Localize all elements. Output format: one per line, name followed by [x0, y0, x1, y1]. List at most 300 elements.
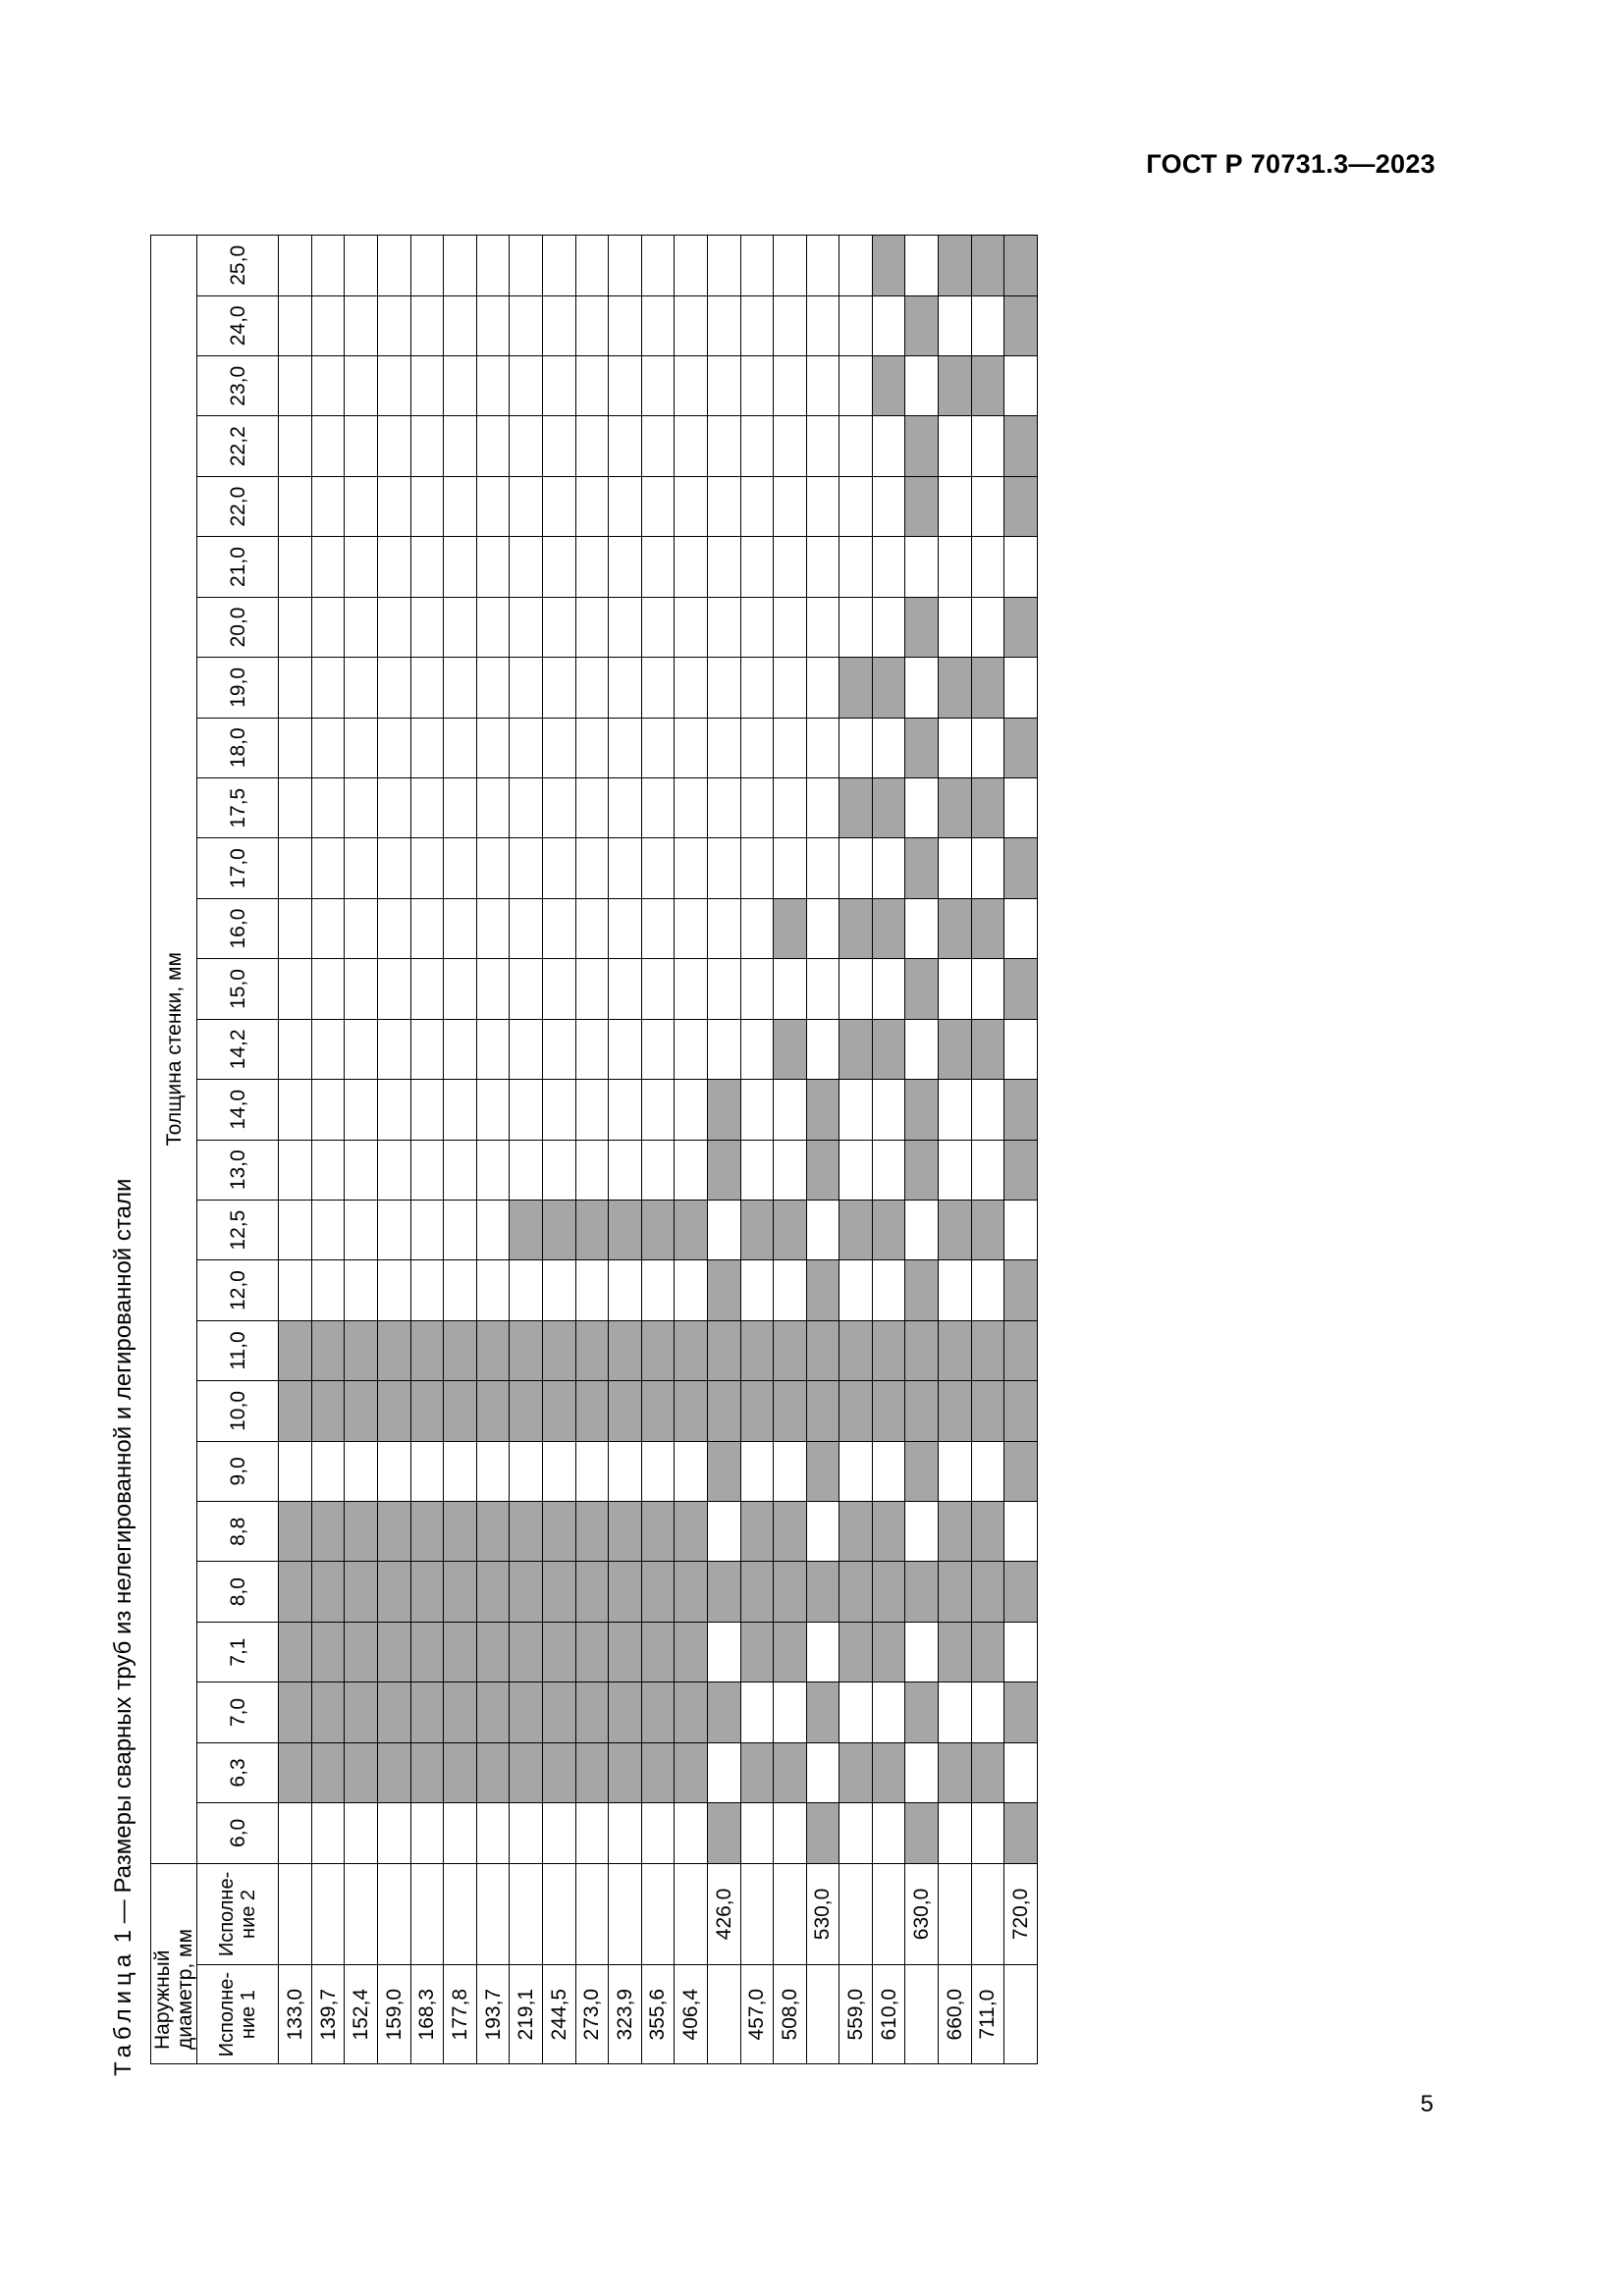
option1-header: Исполне-ние 1: [197, 1965, 279, 2064]
empty-size-cell: [707, 959, 740, 1019]
filled-size-cell: [905, 416, 939, 476]
option1-diameter-cell: 219,1: [510, 1965, 543, 2064]
filled-size-cell: [774, 1742, 807, 1802]
empty-size-cell: [774, 959, 807, 1019]
empty-size-cell: [279, 1140, 312, 1200]
empty-size-cell: [279, 838, 312, 898]
empty-size-cell: [377, 838, 410, 898]
filled-size-cell: [971, 778, 1004, 838]
empty-size-cell: [345, 778, 378, 838]
empty-size-cell: [279, 898, 312, 958]
empty-size-cell: [476, 1140, 510, 1200]
filled-size-cell: [675, 1381, 708, 1441]
empty-size-cell: [740, 1803, 774, 1863]
table-row: [410, 236, 444, 2064]
empty-size-cell: [806, 236, 839, 296]
empty-size-cell: [675, 1441, 708, 1501]
empty-size-cell: [774, 838, 807, 898]
filled-size-cell: [872, 1019, 905, 1079]
empty-size-cell: [542, 898, 575, 958]
table-row: [609, 236, 642, 2064]
table-caption-label: Таблица: [110, 1949, 136, 2076]
empty-size-cell: [311, 476, 345, 536]
filled-size-cell: [971, 1742, 1004, 1802]
filled-size-cell: [872, 1562, 905, 1622]
empty-size-cell: [476, 476, 510, 536]
filled-size-cell: [542, 1200, 575, 1259]
thickness-header-cell: 14,2: [197, 1019, 279, 1079]
empty-size-cell: [806, 537, 839, 597]
empty-size-cell: [675, 236, 708, 296]
option2-diameter-cell: [279, 1863, 312, 1965]
table-row: [675, 236, 708, 2064]
filled-size-cell: [1004, 476, 1038, 536]
filled-size-cell: [410, 1742, 444, 1802]
filled-size-cell: [839, 1622, 873, 1682]
empty-size-cell: [806, 597, 839, 657]
empty-size-cell: [510, 1140, 543, 1200]
empty-size-cell: [542, 537, 575, 597]
filled-size-cell: [939, 1502, 972, 1562]
filled-size-cell: [939, 1200, 972, 1259]
table-row: [444, 236, 477, 2064]
empty-size-cell: [279, 1441, 312, 1501]
filled-size-cell: [774, 1381, 807, 1441]
filled-size-cell: [774, 1502, 807, 1562]
filled-size-cell: [542, 1381, 575, 1441]
empty-size-cell: [839, 356, 873, 416]
empty-size-cell: [971, 718, 1004, 777]
option2-diameter-cell: 720,0: [1004, 1863, 1038, 1965]
filled-size-cell: [839, 1019, 873, 1079]
empty-size-cell: [311, 416, 345, 476]
empty-size-cell: [707, 476, 740, 536]
filled-size-cell: [1004, 1140, 1038, 1200]
filled-size-cell: [839, 658, 873, 718]
empty-size-cell: [575, 1080, 609, 1140]
option2-diameter-cell: [575, 1863, 609, 1965]
empty-size-cell: [872, 1441, 905, 1501]
filled-size-cell: [1004, 236, 1038, 296]
option2-diameter-cell: [839, 1863, 873, 1965]
filled-size-cell: [279, 1320, 312, 1380]
empty-size-cell: [410, 1803, 444, 1863]
empty-size-cell: [345, 1140, 378, 1200]
filled-size-cell: [740, 1200, 774, 1259]
empty-size-cell: [806, 838, 839, 898]
empty-size-cell: [707, 898, 740, 958]
empty-size-cell: [410, 838, 444, 898]
option2-diameter-cell: [542, 1863, 575, 1965]
filled-size-cell: [675, 1682, 708, 1742]
empty-size-cell: [542, 597, 575, 657]
empty-size-cell: [311, 537, 345, 597]
empty-size-cell: [410, 1441, 444, 1501]
empty-size-cell: [410, 236, 444, 296]
empty-size-cell: [476, 1441, 510, 1501]
filled-size-cell: [905, 597, 939, 657]
filled-size-cell: [1004, 1441, 1038, 1501]
filled-size-cell: [707, 1140, 740, 1200]
filled-size-cell: [971, 1562, 1004, 1622]
option1-diameter-cell: [905, 1965, 939, 2064]
filled-size-cell: [609, 1682, 642, 1742]
filled-size-cell: [609, 1200, 642, 1259]
empty-size-cell: [279, 295, 312, 355]
empty-size-cell: [345, 718, 378, 777]
filled-size-cell: [279, 1562, 312, 1622]
filled-size-cell: [377, 1622, 410, 1682]
empty-size-cell: [839, 295, 873, 355]
filled-size-cell: [444, 1562, 477, 1622]
filled-size-cell: [575, 1320, 609, 1380]
empty-size-cell: [675, 898, 708, 958]
empty-size-cell: [905, 778, 939, 838]
empty-size-cell: [675, 416, 708, 476]
empty-size-cell: [476, 718, 510, 777]
empty-size-cell: [609, 537, 642, 597]
empty-size-cell: [641, 1140, 675, 1200]
empty-size-cell: [279, 658, 312, 718]
filled-size-cell: [476, 1562, 510, 1622]
filled-size-cell: [774, 1622, 807, 1682]
filled-size-cell: [971, 658, 1004, 718]
empty-size-cell: [905, 1019, 939, 1079]
filled-size-cell: [476, 1381, 510, 1441]
empty-size-cell: [1004, 1502, 1038, 1562]
thickness-header-cell: 18,0: [197, 718, 279, 777]
empty-size-cell: [542, 295, 575, 355]
filled-size-cell: [476, 1742, 510, 1802]
filled-size-cell: [707, 1441, 740, 1501]
empty-size-cell: [510, 778, 543, 838]
empty-size-cell: [641, 898, 675, 958]
empty-size-cell: [872, 1080, 905, 1140]
filled-size-cell: [707, 1562, 740, 1622]
filled-size-cell: [740, 1320, 774, 1380]
empty-size-cell: [311, 1260, 345, 1320]
empty-size-cell: [542, 1441, 575, 1501]
empty-size-cell: [740, 838, 774, 898]
filled-size-cell: [971, 1502, 1004, 1562]
empty-size-cell: [377, 778, 410, 838]
empty-size-cell: [905, 658, 939, 718]
option1-diameter-cell: [1004, 1965, 1038, 2064]
filled-size-cell: [345, 1742, 378, 1802]
filled-size-cell: [675, 1502, 708, 1562]
empty-size-cell: [279, 1019, 312, 1079]
option2-diameter-cell: [444, 1863, 477, 1965]
filled-size-cell: [410, 1682, 444, 1742]
thickness-header-cell: 13,0: [197, 1140, 279, 1200]
empty-size-cell: [311, 838, 345, 898]
filled-size-cell: [707, 1381, 740, 1441]
thickness-header-cell: 17,0: [197, 838, 279, 898]
filled-size-cell: [311, 1742, 345, 1802]
empty-size-cell: [510, 236, 543, 296]
empty-size-cell: [476, 1260, 510, 1320]
filled-size-cell: [510, 1320, 543, 1380]
empty-size-cell: [971, 1260, 1004, 1320]
empty-size-cell: [410, 1019, 444, 1079]
filled-size-cell: [707, 1682, 740, 1742]
empty-size-cell: [774, 718, 807, 777]
empty-size-cell: [839, 838, 873, 898]
table-row: [872, 236, 905, 2064]
empty-size-cell: [377, 356, 410, 416]
empty-size-cell: [971, 476, 1004, 536]
option1-diameter-cell: 273,0: [575, 1965, 609, 2064]
empty-size-cell: [542, 1140, 575, 1200]
empty-size-cell: [806, 416, 839, 476]
filled-size-cell: [1004, 597, 1038, 657]
empty-size-cell: [444, 537, 477, 597]
empty-size-cell: [377, 959, 410, 1019]
empty-size-cell: [345, 1803, 378, 1863]
empty-size-cell: [939, 295, 972, 355]
empty-size-cell: [872, 959, 905, 1019]
empty-size-cell: [641, 597, 675, 657]
empty-size-cell: [444, 1803, 477, 1863]
filled-size-cell: [377, 1381, 410, 1441]
option2-diameter-cell: 426,0: [707, 1863, 740, 1965]
empty-size-cell: [707, 416, 740, 476]
empty-size-cell: [575, 898, 609, 958]
empty-size-cell: [410, 658, 444, 718]
empty-size-cell: [311, 356, 345, 416]
filled-size-cell: [839, 898, 873, 958]
empty-size-cell: [707, 718, 740, 777]
empty-size-cell: [641, 1080, 675, 1140]
filled-size-cell: [311, 1622, 345, 1682]
empty-size-cell: [444, 476, 477, 536]
filled-size-cell: [575, 1562, 609, 1622]
filled-size-cell: [410, 1320, 444, 1380]
empty-size-cell: [609, 718, 642, 777]
option1-diameter-cell: 159,0: [377, 1965, 410, 2064]
empty-size-cell: [410, 778, 444, 838]
filled-size-cell: [510, 1682, 543, 1742]
empty-size-cell: [707, 778, 740, 838]
filled-size-cell: [345, 1622, 378, 1682]
thickness-header-cell: 12,5: [197, 1200, 279, 1259]
empty-size-cell: [675, 1260, 708, 1320]
filled-size-cell: [806, 1682, 839, 1742]
filled-size-cell: [905, 718, 939, 777]
thickness-header-cell: 25,0: [197, 236, 279, 296]
empty-size-cell: [444, 718, 477, 777]
filled-size-cell: [575, 1381, 609, 1441]
filled-size-cell: [839, 1200, 873, 1259]
empty-size-cell: [510, 658, 543, 718]
empty-size-cell: [609, 416, 642, 476]
filled-size-cell: [905, 1080, 939, 1140]
empty-size-cell: [510, 356, 543, 416]
empty-size-cell: [311, 236, 345, 296]
empty-size-cell: [971, 295, 1004, 355]
table-row: [510, 236, 543, 2064]
empty-size-cell: [575, 838, 609, 898]
empty-size-cell: [839, 1140, 873, 1200]
empty-size-cell: [542, 356, 575, 416]
empty-size-cell: [740, 1080, 774, 1140]
empty-size-cell: [939, 1260, 972, 1320]
empty-size-cell: [345, 658, 378, 718]
filled-size-cell: [641, 1622, 675, 1682]
empty-size-cell: [675, 356, 708, 416]
empty-size-cell: [575, 597, 609, 657]
empty-size-cell: [476, 597, 510, 657]
empty-size-cell: [476, 295, 510, 355]
empty-size-cell: [377, 476, 410, 536]
table-row: [939, 236, 972, 2064]
empty-size-cell: [740, 1019, 774, 1079]
filled-size-cell: [444, 1742, 477, 1802]
empty-size-cell: [774, 1803, 807, 1863]
empty-size-cell: [939, 1080, 972, 1140]
filled-size-cell: [609, 1622, 642, 1682]
option2-diameter-cell: [971, 1863, 1004, 1965]
empty-size-cell: [740, 1140, 774, 1200]
empty-size-cell: [707, 236, 740, 296]
option1-diameter-cell: 133,0: [279, 1965, 312, 2064]
filled-size-cell: [377, 1502, 410, 1562]
filled-size-cell: [939, 236, 972, 296]
empty-size-cell: [609, 295, 642, 355]
empty-size-cell: [839, 1682, 873, 1742]
filled-size-cell: [279, 1502, 312, 1562]
empty-size-cell: [1004, 1019, 1038, 1079]
filled-size-cell: [1004, 1682, 1038, 1742]
filled-size-cell: [410, 1381, 444, 1441]
empty-size-cell: [806, 356, 839, 416]
empty-size-cell: [377, 1140, 410, 1200]
empty-size-cell: [1004, 1200, 1038, 1259]
empty-size-cell: [575, 718, 609, 777]
filled-size-cell: [311, 1381, 345, 1441]
empty-size-cell: [510, 476, 543, 536]
filled-size-cell: [1004, 1803, 1038, 1863]
filled-size-cell: [971, 1019, 1004, 1079]
option1-diameter-cell: 660,0: [939, 1965, 972, 2064]
empty-size-cell: [806, 658, 839, 718]
filled-size-cell: [410, 1562, 444, 1622]
thickness-header-cell: 8,8: [197, 1502, 279, 1562]
empty-size-cell: [377, 537, 410, 597]
option1-diameter-cell: 177,8: [444, 1965, 477, 2064]
filled-size-cell: [311, 1502, 345, 1562]
empty-size-cell: [345, 838, 378, 898]
option2-diameter-cell: [345, 1863, 378, 1965]
filled-size-cell: [806, 1260, 839, 1320]
empty-size-cell: [345, 236, 378, 296]
empty-size-cell: [1004, 658, 1038, 718]
filled-size-cell: [939, 1320, 972, 1380]
empty-size-cell: [444, 959, 477, 1019]
filled-size-cell: [939, 1622, 972, 1682]
option2-diameter-cell: 530,0: [806, 1863, 839, 1965]
empty-size-cell: [542, 838, 575, 898]
empty-size-cell: [444, 1019, 477, 1079]
empty-size-cell: [1004, 1742, 1038, 1802]
empty-size-cell: [345, 537, 378, 597]
empty-size-cell: [311, 1441, 345, 1501]
empty-size-cell: [476, 537, 510, 597]
option1-diameter-cell: 139,7: [311, 1965, 345, 2064]
empty-size-cell: [939, 1441, 972, 1501]
filled-size-cell: [510, 1502, 543, 1562]
empty-size-cell: [740, 1682, 774, 1742]
filled-size-cell: [542, 1320, 575, 1380]
filled-size-cell: [641, 1562, 675, 1622]
option2-diameter-cell: 630,0: [905, 1863, 939, 1965]
empty-size-cell: [410, 416, 444, 476]
thickness-header-cell: 12,0: [197, 1260, 279, 1320]
thickness-header-cell: 7,1: [197, 1622, 279, 1682]
empty-size-cell: [939, 838, 972, 898]
empty-size-cell: [444, 356, 477, 416]
empty-size-cell: [410, 1260, 444, 1320]
empty-size-cell: [444, 838, 477, 898]
option2-diameter-cell: [510, 1863, 543, 1965]
empty-size-cell: [675, 1803, 708, 1863]
empty-size-cell: [377, 295, 410, 355]
empty-size-cell: [609, 1803, 642, 1863]
thickness-header-cell: 15,0: [197, 959, 279, 1019]
empty-size-cell: [575, 1140, 609, 1200]
empty-size-cell: [575, 476, 609, 536]
empty-size-cell: [774, 778, 807, 838]
filled-size-cell: [971, 1200, 1004, 1259]
filled-size-cell: [774, 898, 807, 958]
filled-size-cell: [641, 1742, 675, 1802]
empty-size-cell: [774, 356, 807, 416]
filled-size-cell: [806, 1381, 839, 1441]
thickness-header-cell: 14,0: [197, 1080, 279, 1140]
empty-size-cell: [377, 658, 410, 718]
empty-size-cell: [345, 898, 378, 958]
filled-size-cell: [872, 1381, 905, 1441]
option2-diameter-cell: [609, 1863, 642, 1965]
filled-size-cell: [806, 1140, 839, 1200]
empty-size-cell: [311, 778, 345, 838]
empty-size-cell: [279, 1260, 312, 1320]
empty-size-cell: [641, 295, 675, 355]
empty-size-cell: [806, 295, 839, 355]
empty-size-cell: [740, 778, 774, 838]
empty-size-cell: [575, 295, 609, 355]
empty-size-cell: [345, 416, 378, 476]
empty-size-cell: [806, 1502, 839, 1562]
filled-size-cell: [510, 1381, 543, 1441]
filled-size-cell: [410, 1502, 444, 1562]
empty-size-cell: [410, 959, 444, 1019]
filled-size-cell: [279, 1682, 312, 1742]
filled-size-cell: [675, 1562, 708, 1622]
empty-size-cell: [806, 778, 839, 838]
filled-size-cell: [279, 1622, 312, 1682]
empty-size-cell: [311, 1200, 345, 1259]
table-caption: [110, 1179, 137, 2076]
empty-size-cell: [675, 597, 708, 657]
empty-size-cell: [311, 1140, 345, 1200]
empty-size-cell: [872, 295, 905, 355]
thickness-header-cell: 23,0: [197, 356, 279, 416]
table-row: [279, 236, 312, 2064]
filled-size-cell: [939, 1562, 972, 1622]
table-row: [377, 236, 410, 2064]
thickness-header-cell: 10,0: [197, 1381, 279, 1441]
